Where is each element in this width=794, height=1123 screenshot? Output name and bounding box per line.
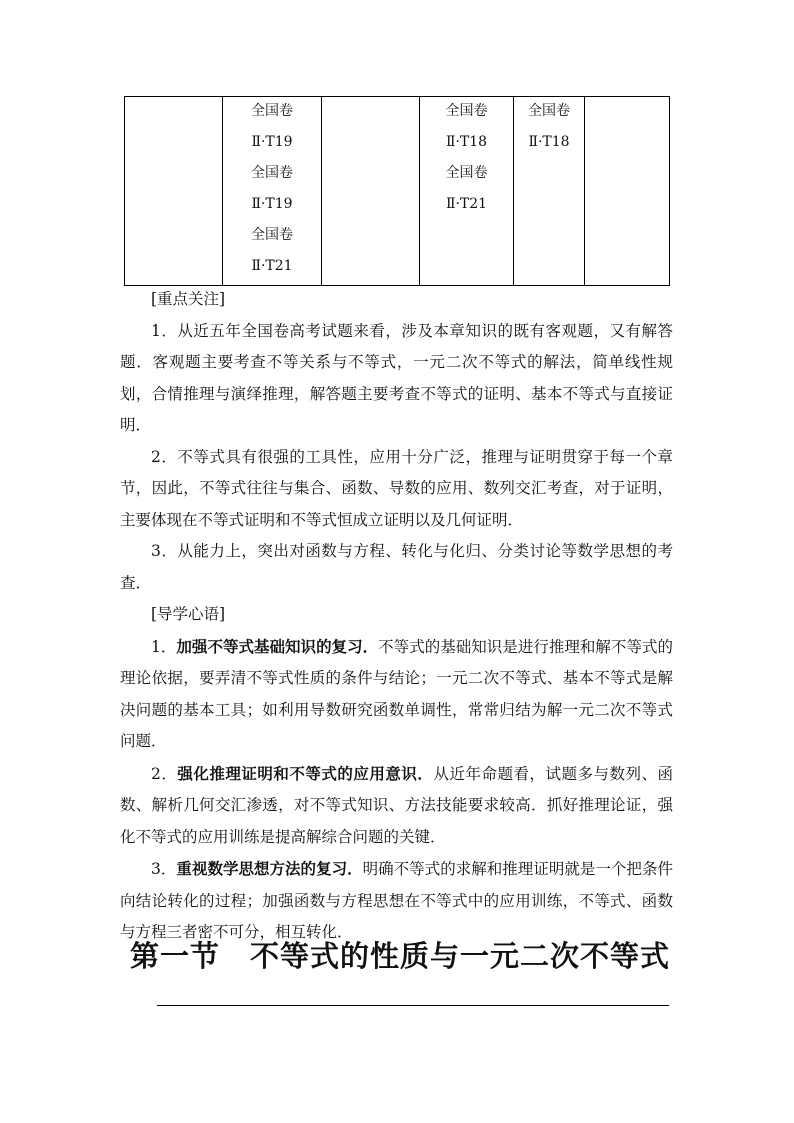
guide-item-text: 从近年命题看，试题多与数列、函数、解析几何交汇渗透，对不等式知识、方法技能要求较高．抓好推理论证，强化不等式的应用训练是提高解综合问题的关键． (120, 764, 673, 846)
guide-item-number: 3． (151, 860, 177, 878)
guide-item-emphasis: 加强不等式基础知识的复习． (176, 636, 379, 656)
cell-line: Ⅱ·T18 (528, 134, 570, 150)
section-name: 不等式的性质与一元二次不等式 (250, 939, 671, 973)
guide-item-1 (120, 631, 673, 758)
section-title (120, 934, 680, 975)
cell-line: Ⅱ·T18 (445, 134, 488, 150)
table-row (125, 97, 670, 286)
title-underline (157, 1005, 669, 1006)
focus-item-2: 2．不等式具有很强的工具性，应用十分广泛，推理与证明贯穿于每一个章节，因此，不等式往往与集合、函数、导数的应用、数列交汇考查，对于证明，主要体现在不等式证明和不等式恒成立证明以及几何证明． (120, 447, 673, 529)
cell-line: 全国卷 (251, 227, 293, 243)
table-cell (585, 97, 670, 286)
guide-item-text: 不等式的基础知识是进行推理和解不等式的理论依据，要弄清不等式性质的条件与结论；一元二次不等式、基本不等式是解决问题的基本工具；如利用导数研究函数单调性，常常归结为解一元二次不等式问题． (120, 637, 673, 750)
table-cell (125, 97, 223, 286)
focus-item-3: 3．从能力上，突出对函数与方程、转化与化归、分类讨论等数学思想的考查． (120, 542, 673, 592)
main-text (120, 284, 673, 949)
table-cell (420, 97, 514, 286)
cell-line: 全国卷 (251, 165, 293, 181)
cell-line: 全国卷 (445, 165, 488, 181)
guide-item-number: 1． (151, 637, 177, 656)
guide-item-emphasis: 重视数学思想方法的复习． (176, 859, 363, 878)
guide-item-text: 明确不等式的求解和推理证明就是一个把条件向结论转化的过程；加强函数与方程思想在不等式中的应用训练，不等式、函数与方程三者密不可分，相互转化． (120, 860, 673, 941)
guide-heading: [导学心语] (151, 605, 226, 623)
guide-item-emphasis: 强化推理证明和不等式的应用意识． (177, 763, 434, 783)
exam-distribution-table (124, 96, 670, 286)
cell-line: 全国卷 (528, 103, 570, 119)
guide-item-number: 2． (151, 764, 178, 783)
cell-line: Ⅱ·T19 (251, 134, 293, 150)
section-number: 第一节 (129, 939, 220, 973)
cell-line: Ⅱ·T19 (251, 196, 293, 212)
guide-item-2 (120, 758, 673, 854)
focus-item-1: 1．从近五年全国卷高考试题来看，涉及本章知识的既有客观题，又有解答题．客观题主要考查不等关系与不等式，一元二次不等式的解法，简单线性规划，合情推理与演绎推理，解答题主要考查不等式的证明、基本不等式与直接证明． (120, 321, 673, 434)
table-cell (223, 97, 322, 286)
cell-line: 全国卷 (251, 103, 293, 119)
table-cell (514, 97, 585, 286)
cell-line: Ⅱ·T21 (445, 196, 488, 212)
cell-line: Ⅱ·T21 (251, 258, 293, 274)
focus-heading: [重点关注] (151, 290, 226, 308)
table-cell (322, 97, 420, 286)
cell-line: 全国卷 (445, 103, 488, 119)
